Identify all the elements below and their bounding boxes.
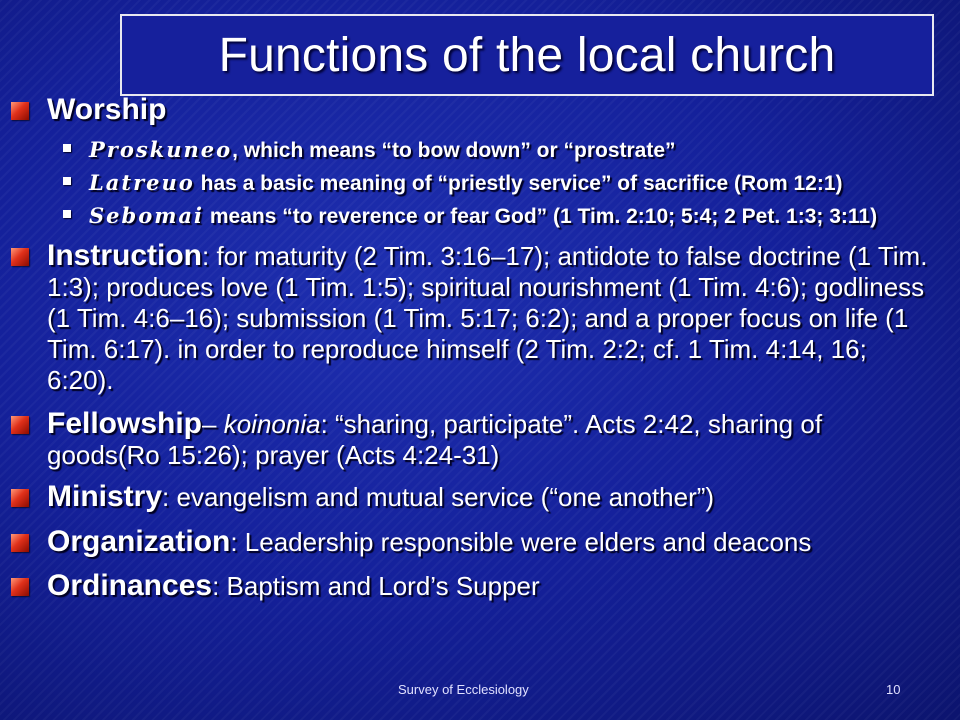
title-box	[120, 14, 934, 96]
ministry-separator: :	[162, 482, 177, 512]
fellowship-term: koinonia	[223, 409, 321, 439]
fellowship-dash: –	[202, 409, 224, 439]
square-bullet-icon	[11, 416, 29, 434]
fellowship-heading: Fellowship	[47, 407, 203, 440]
greek-term: Sebomai	[89, 203, 205, 228]
bullet-organization	[0, 526, 960, 558]
instruction-heading: Instruction	[47, 239, 202, 272]
ministry-heading: Ministry	[47, 480, 163, 513]
square-bullet-icon	[11, 102, 29, 120]
sub-bullet-proskuneo	[0, 138, 960, 162]
instruction-separator: :	[202, 241, 217, 271]
small-square-bullet-icon	[63, 177, 71, 185]
square-bullet-icon	[11, 489, 29, 507]
worship-heading: Worship	[47, 93, 167, 126]
square-bullet-icon	[11, 248, 29, 266]
bullet-worship	[0, 94, 960, 126]
sub-bullet-text: means “to reverence or fear God” (1 Tim. 2:10; 5:4; 2 Pet. 1:3; 3:11)	[204, 205, 878, 228]
sub-bullet-latreuo	[0, 171, 960, 195]
slide-content	[0, 94, 960, 602]
ordinances-body: Baptism and Lord’s Supper	[226, 571, 540, 601]
ministry-body: evangelism and mutual service (“one another”)	[176, 482, 715, 512]
organization-heading: Organization	[47, 525, 231, 558]
small-square-bullet-icon	[63, 210, 71, 218]
ordinances-separator: :	[212, 571, 227, 601]
sub-bullet-text: , which means “to bow down” or “prostrate”	[232, 139, 676, 162]
bullet-fellowship	[0, 408, 960, 471]
greek-term: Latreuo	[89, 170, 195, 195]
sub-bullet-text: has a basic meaning of “priestly service” of sacrifice (Rom 12:1)	[194, 172, 843, 195]
small-square-bullet-icon	[63, 144, 71, 152]
organization-separator: :	[230, 527, 245, 557]
sub-bullet-sebomai	[0, 204, 960, 228]
page-number: 10	[886, 682, 901, 697]
slide-title: Functions of the local church	[218, 28, 836, 82]
fellowship-body: : “sharing, participate”. Acts 2:42, sharing of goods(Ro 15:26); prayer (Acts 4:24-31)	[47, 409, 823, 470]
ordinances-heading: Ordinances	[47, 569, 213, 602]
bullet-ministry	[0, 481, 960, 513]
organization-body: Leadership responsible were elders and deacons	[244, 527, 812, 557]
greek-term: Proskuneo	[89, 137, 233, 162]
square-bullet-icon	[11, 534, 29, 552]
footer-title: Survey of Ecclesiology	[398, 682, 529, 697]
instruction-body: for maturity (2 Tim. 3:16–17); antidote to false doctrine (1 Tim. 1:3); produces love (1 Tim. 1:5); spiritual nourishment (1 Tim. 4:6); godliness (1 Tim. 4:6–16); submission (1 Tim. 5:17; 6:2); and a proper focus on life (1 Tim. 6:17). in order to reproduce himself (2 Tim. 2:2; cf. 1 Tim. 4:14, 16; 6:20).	[47, 241, 928, 395]
square-bullet-icon	[11, 578, 29, 596]
bullet-instruction	[0, 240, 960, 396]
bullet-ordinances	[0, 570, 960, 602]
